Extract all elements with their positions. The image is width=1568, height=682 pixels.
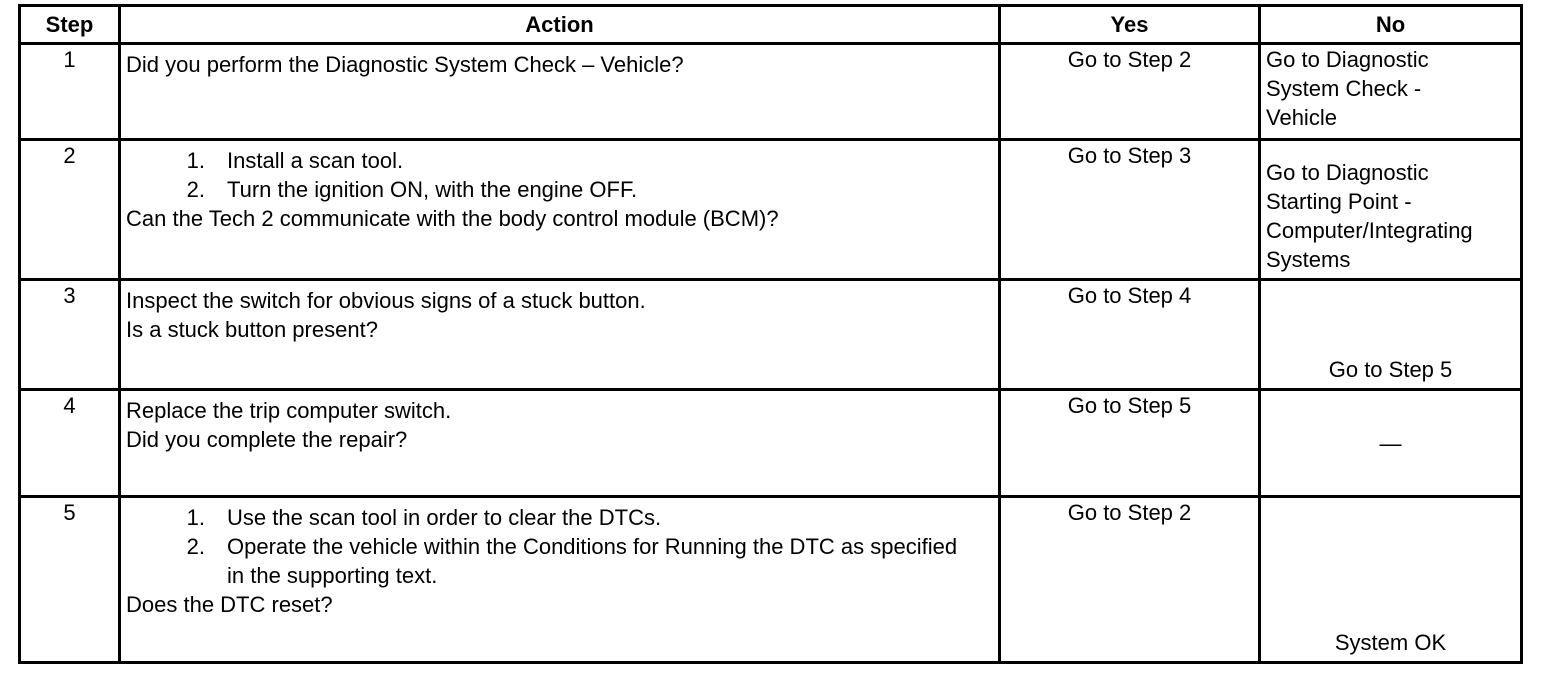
table-row	[20, 280, 1522, 390]
yes-cell: Go to Step 5	[1000, 390, 1260, 497]
list-number: 1.	[186, 148, 205, 173]
yes-cell: Go to Step 2	[1000, 497, 1260, 663]
numbered-list	[126, 503, 993, 590]
table-row	[20, 44, 1522, 140]
step-number: 5	[20, 497, 120, 663]
action-question: Does the DTC reset?	[126, 592, 333, 617]
yes-cell: Go to Step 4	[1000, 280, 1260, 390]
list-item	[126, 146, 993, 175]
no-cell	[1260, 44, 1522, 140]
action-text: Inspect the switch for obvious signs of a stuck button.	[126, 288, 646, 313]
no-cell: System OK	[1260, 497, 1522, 663]
no-line: Starting Point -	[1266, 189, 1412, 214]
action-question: Did you complete the repair?	[126, 427, 408, 452]
table-row	[20, 140, 1522, 280]
no-cell	[1260, 140, 1522, 280]
list-number: 1.	[186, 505, 205, 530]
header-action: Action	[120, 6, 1000, 44]
diagnostic-table	[18, 4, 1523, 664]
no-line: Go to Diagnostic	[1266, 47, 1429, 72]
step-number: 3	[20, 280, 120, 390]
action-question: Is a stuck button present?	[126, 317, 378, 342]
no-cell: —	[1260, 390, 1522, 497]
no-cell: Go to Step 5	[1260, 280, 1522, 390]
header-yes: Yes	[1000, 6, 1260, 44]
no-line: System Check -	[1266, 76, 1422, 101]
header-no: No	[1260, 6, 1522, 44]
table-row	[20, 497, 1522, 663]
list-item	[126, 503, 993, 532]
action-cell	[120, 44, 1000, 140]
action-cell	[120, 497, 1000, 663]
numbered-list	[126, 146, 993, 204]
action-text: Did you perform the Diagnostic System Check – Vehicle?	[126, 52, 684, 77]
yes-cell: Go to Step 2	[1000, 44, 1260, 140]
list-number: 2.	[186, 177, 205, 202]
list-item	[126, 175, 993, 204]
step-number: 2	[20, 140, 120, 280]
list-text: Use the scan tool in order to clear the DTCs.	[227, 505, 662, 530]
list-number: 2.	[186, 534, 205, 559]
action-question: Can the Tech 2 communicate with the body control module (BCM)?	[126, 206, 779, 231]
action-cell	[120, 390, 1000, 497]
action-text: Replace the trip computer switch.	[126, 398, 452, 423]
no-line: Go to Diagnostic	[1266, 160, 1429, 185]
no-line: Vehicle	[1266, 105, 1337, 130]
list-text: Operate the vehicle within the Conditions for Running the DTC as specified in the supporting text.	[227, 534, 958, 588]
step-number: 1	[20, 44, 120, 140]
list-text: Install a scan tool.	[227, 148, 404, 173]
header-row	[20, 6, 1522, 44]
no-line: Computer/Integrating	[1266, 218, 1473, 243]
yes-cell: Go to Step 3	[1000, 140, 1260, 280]
action-cell	[120, 280, 1000, 390]
action-cell	[120, 140, 1000, 280]
list-item	[126, 532, 993, 590]
no-line: Systems	[1266, 247, 1351, 272]
header-step: Step	[20, 6, 120, 44]
table-row	[20, 390, 1522, 497]
step-number: 4	[20, 390, 120, 497]
list-text: Turn the ignition ON, with the engine OFF.	[227, 177, 638, 202]
